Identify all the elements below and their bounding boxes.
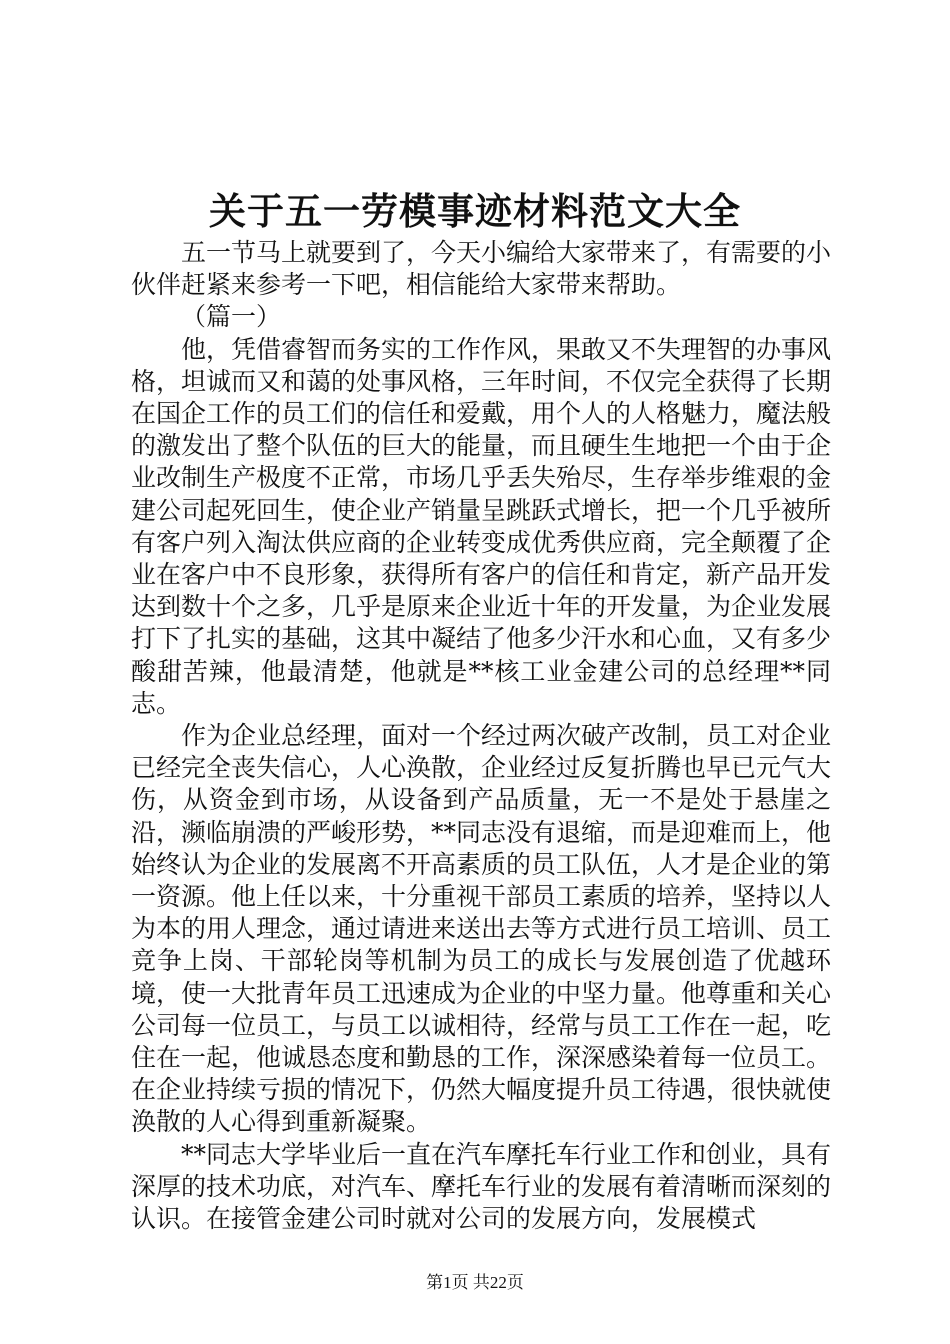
- body-paragraph: 作为企业总经理，面对一个经过两次破产改制，员工对企业已经完全丧失信心，人心涣散，企业经过反复折腾也早已元气大伤，从资金到市场，从设备到产品质量，无一不是处于悬崖之沿，濒临崩溃的严峻形势，**同志没有退缩，而是迎难而上，他始终认为企业的发展离不开高素质的员工队伍，人才是企业的第一资源。他上任以来，十分重视干部员工素质的培养，坚持以人为本的用人理念，通过请进来送出去等方式进行员工培训、员工竞争上岗、干部轮岗等机制为员工的成长与发展创造了优越环境，使一大批青年员工迅速成为企业的中坚力量。他尊重和关心公司每一位员工，与员工以诚相待，经常与员工工作在一起，吃住在一起，他诚恳态度和勤恳的工作，深深感染着每一位员工。在企业持续亏损的情况下，仍然大幅度提升员工待遇，很快就使涣散的人心得到重新凝聚。: [131, 721, 832, 1137]
- section-heading: （篇一）: [181, 302, 282, 332]
- intro-paragraph: 五一节马上就要到了，今天小编给大家带来了，有需要的小伙伴赶紧来参考一下吧，相信能给大家带来帮助。: [131, 238, 832, 300]
- body-paragraph: 他，凭借睿智而务实的工作作风，果敢又不失理智的办事风格，坦诚而又和蔼的处事风格，三年时间，不仅完全获得了长期在国企工作的员工们的信任和爱戴，用个人的人格魅力，魔法般的激发出了整个队伍的巨大的能量，而且硬生生地把一个由于企业改制生产极度不正常，市场几乎丢失殆尽，生存举步维艰的金建公司起死回生，使企业产销量呈跳跃式增长，把一个几乎被所有客户列入淘汰供应商的企业转变成优秀供应商，完全颠覆了企业在客户中不良形象，获得所有客户的信任和肯定，新产品开发达到数十个之多，几乎是原来企业近十年的开发量，为企业发展打下了扎实的基础，这其中凝结了他多少汗水和心血，又有多少酸甜苦辣，他最清楚，他就是**核工业金建公司的总经理**同志。: [131, 334, 832, 718]
- document-title: 关于五一劳模事迹材料范文大全: [209, 189, 741, 233]
- document-body: [131, 237, 831, 1235]
- page-number-footer: 第1页 共22页: [426, 1273, 524, 1292]
- body-paragraph: **同志大学毕业后一直在汽车摩托车行业工作和创业，具有深厚的技术功底，对汽车、摩托车行业的发展有着清晰而深刻的认识。在接管金建公司时就对公司的发展方向，发展模式: [131, 1139, 832, 1234]
